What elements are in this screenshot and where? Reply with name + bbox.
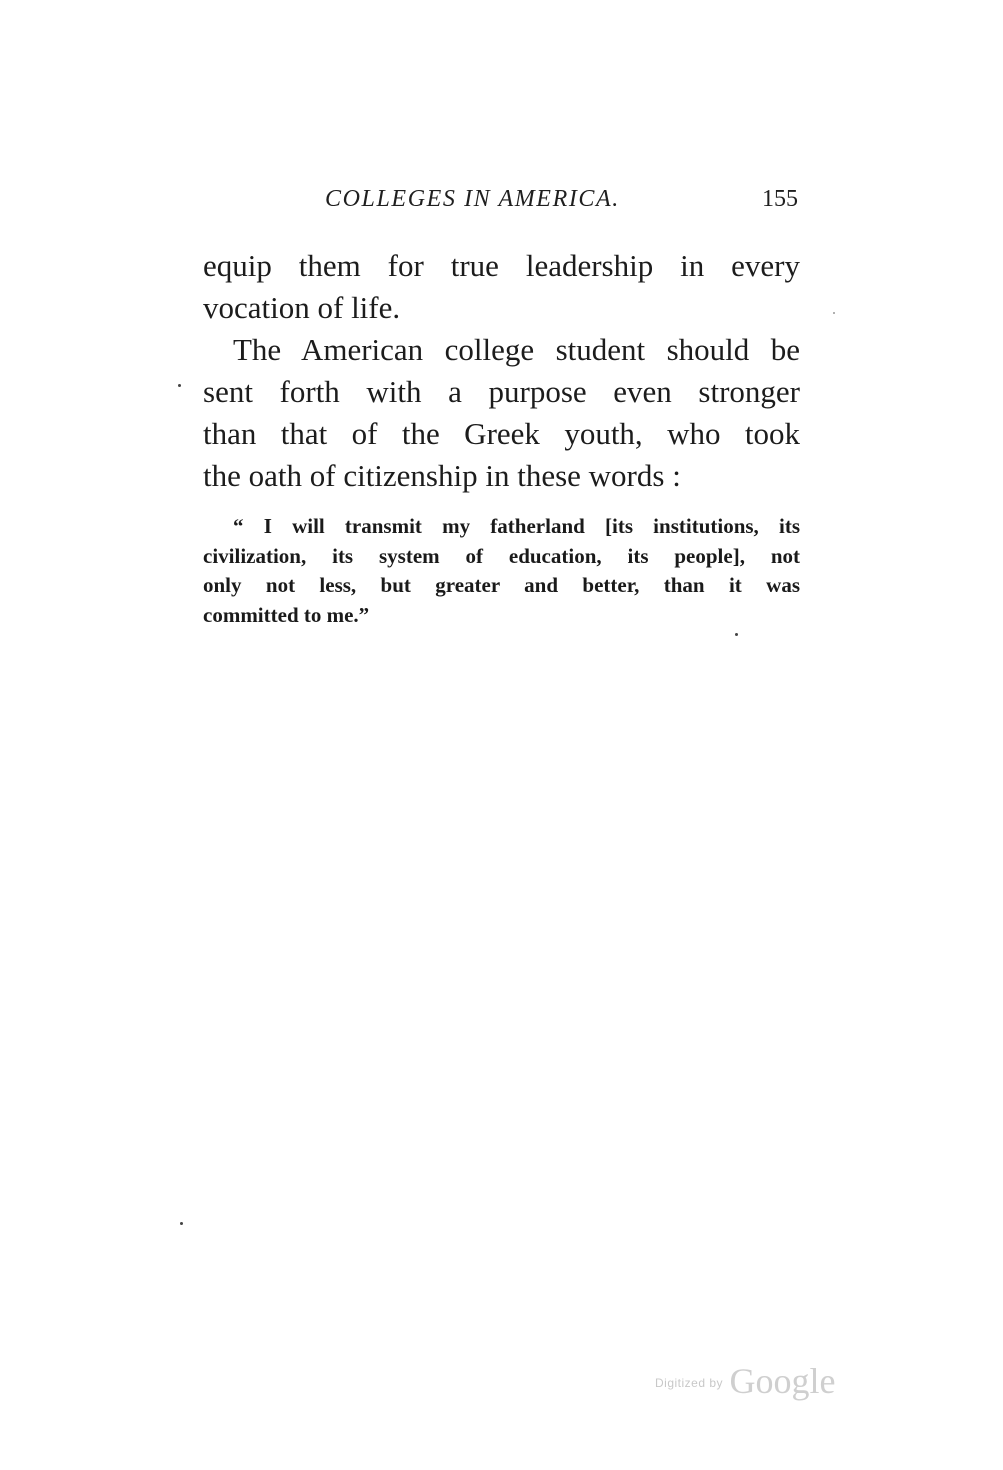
text-line: vocation of life. (203, 290, 401, 325)
scan-speck (735, 633, 738, 636)
quote-line: only not less, but greater and better, than it was (203, 573, 800, 597)
quote-line: civilization, its system of education, its people], not (203, 543, 800, 568)
scan-speck (833, 312, 835, 314)
body-text (203, 245, 800, 497)
google-logo: Google (729, 1361, 836, 1401)
watermark-prefix: Digitized by (655, 1376, 724, 1390)
page-number: 155 (762, 186, 798, 212)
quote-line: “ I will transmit my fatherland [its institutions, its (233, 514, 800, 538)
text-line: the oath of citizenship in these words : (203, 458, 681, 493)
scan-speck (178, 384, 181, 387)
text-line: than that of the Greek youth, who took (203, 416, 800, 451)
running-title: COLLEGES IN AMERICA. (325, 186, 620, 212)
block-quote (203, 512, 800, 630)
digitized-watermark (655, 1360, 835, 1404)
text-line: The American college student should be (233, 332, 800, 367)
quote-line: committed to me.” (203, 602, 370, 627)
running-head (203, 182, 800, 222)
text-line: sent forth with a purpose even stronger (203, 374, 800, 409)
scan-speck (180, 1222, 183, 1225)
text-line: equip them for true leadership in every (203, 248, 800, 283)
